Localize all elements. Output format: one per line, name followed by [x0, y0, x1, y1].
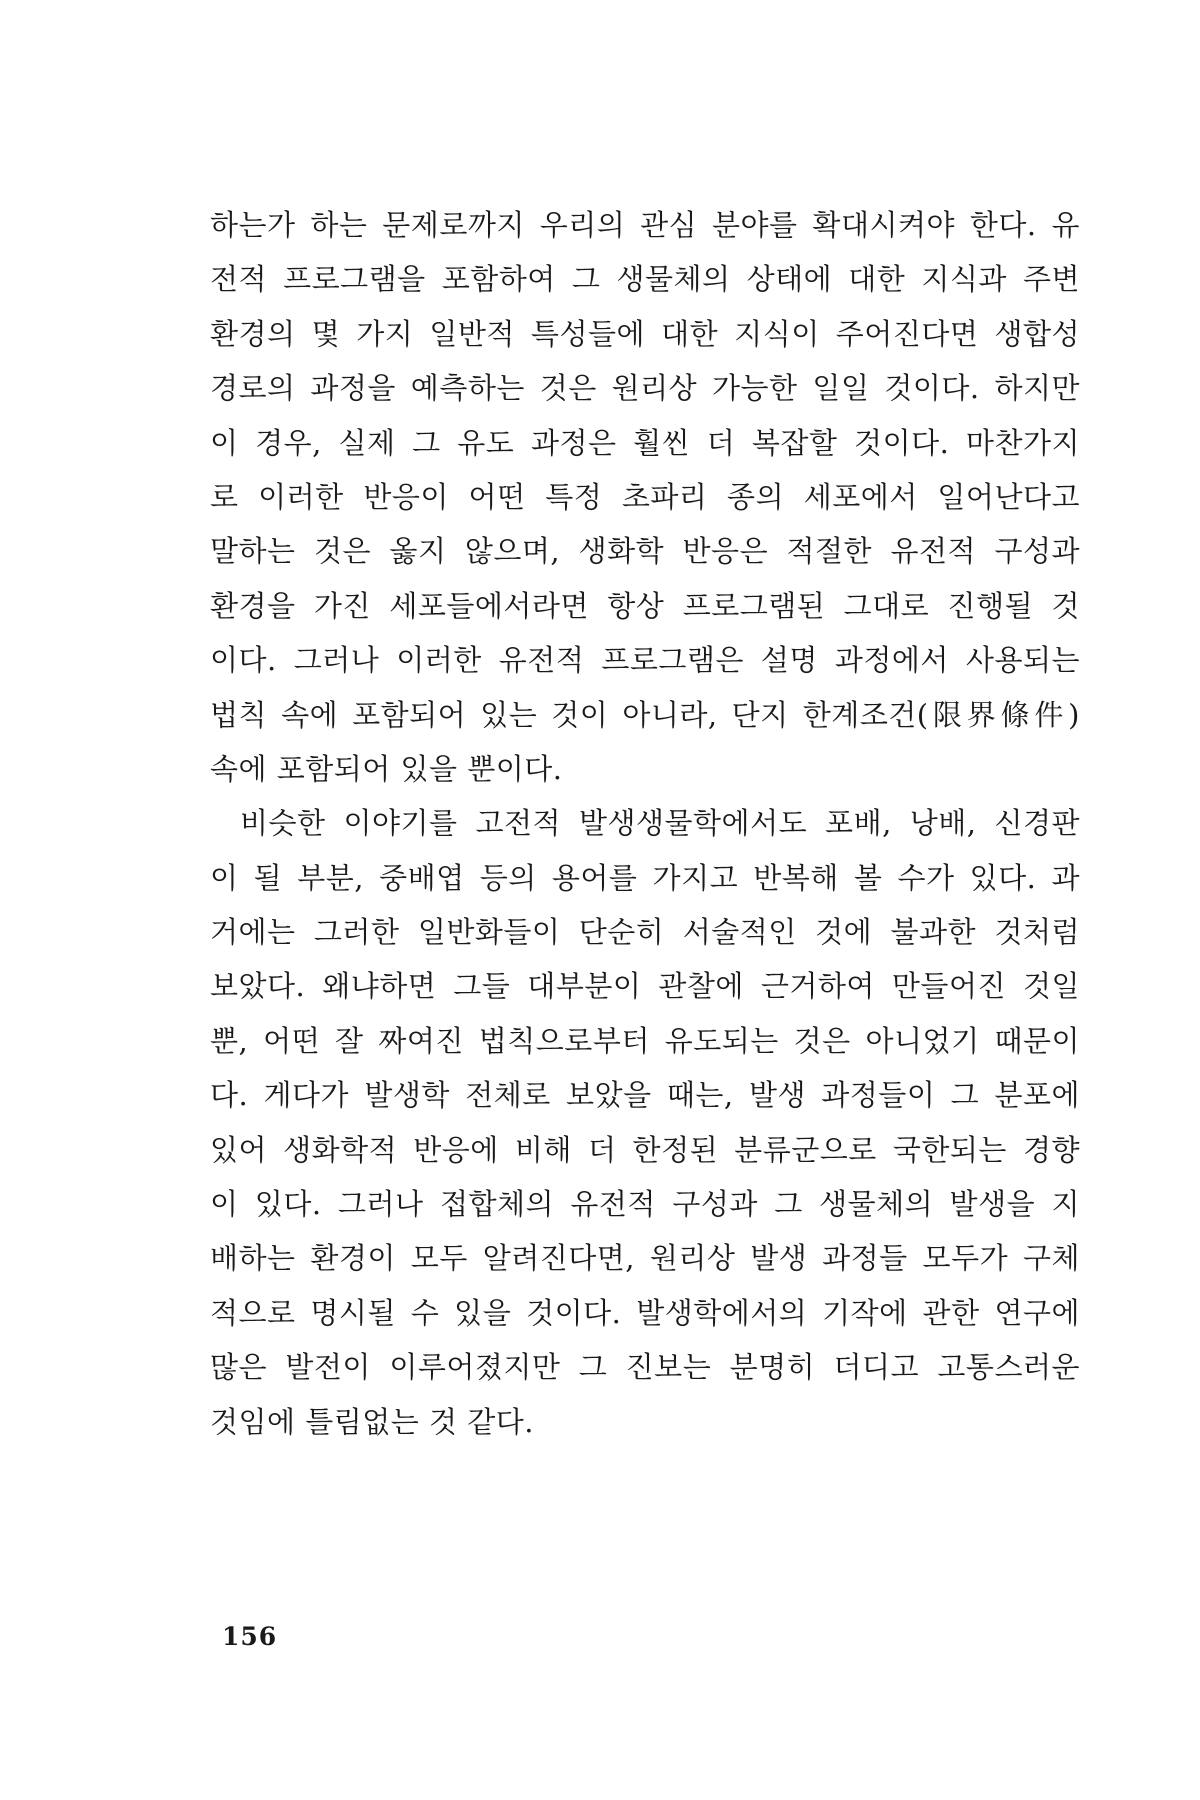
text-line: 많은 발전이 이루어졌지만 그 진보는 분명히 더디고 고통스러운: [210, 1350, 1080, 1385]
paragraph-2: [210, 796, 1080, 1449]
text-line: 법칙 속에 포함되어 있는 것이 아니라, 단지 한계조건(限界條件): [210, 697, 1080, 732]
text-line: 로 이러한 반응이 어떤 특정 초파리 종의 세포에서 일어난다고: [210, 479, 1080, 514]
text-line: 배하는 환경이 모두 알려진다면, 원리상 발생 과정들 모두가 구체: [210, 1241, 1080, 1276]
text-line: 이다. 그러나 이러한 유전적 프로그램은 설명 과정에서 사용되는: [210, 643, 1080, 678]
page-number: 156: [222, 1622, 278, 1651]
text-line: 이 경우, 실제 그 유도 과정은 훨씬 더 복잡할 것이다. 마찬가지: [210, 425, 1080, 460]
text-line: 거에는 그러한 일반화들이 단순히 서술적인 것에 불과한 것처럼: [210, 915, 1080, 950]
body-text: [210, 198, 1080, 1449]
text-line: 비슷한 이야기를 고전적 발생생물학에서도 포배, 낭배, 신경판: [240, 806, 1080, 841]
text-line: 하는가 하는 문제로까지 우리의 관심 분야를 확대시켜야 한다. 유: [210, 208, 1080, 242]
paragraph-1: [210, 198, 1080, 796]
text-line: 말하는 것은 옳지 않으며, 생화학 반응은 적절한 유전적 구성과: [210, 534, 1080, 569]
text-line: 뿐, 어떤 잘 짜여진 법칙으로부터 유도되는 것은 아니었기 때문이: [210, 1023, 1080, 1058]
text-line: 속에 포함되어 있을 뿐이다.: [210, 751, 563, 786]
text-line: 이 있다. 그러나 접합체의 유전적 구성과 그 생물체의 발생을 지: [210, 1187, 1080, 1222]
text-line: 환경을 가진 세포들에서라면 항상 프로그램된 그대로 진행될 것: [210, 588, 1080, 623]
text-line: 적으로 명시될 수 있을 것이다. 발생학에서의 기작에 관한 연구에: [210, 1295, 1080, 1330]
text-line: 다. 게다가 발생학 전체로 보았을 때는, 발생 과정들이 그 분포에: [210, 1078, 1080, 1113]
text-line: 것임에 틀림없는 것 같다.: [210, 1404, 535, 1439]
text-line: 보았다. 왜냐하면 그들 대부분이 관찰에 근거하여 만들어진 것일: [210, 969, 1080, 1004]
text-line: 환경의 몇 가지 일반적 특성들에 대한 지식이 주어진다면 생합성: [210, 316, 1080, 351]
text-line: 전적 프로그램을 포함하여 그 생물체의 상태에 대한 지식과 주변: [210, 262, 1080, 297]
text-line: 경로의 과정을 예측하는 것은 원리상 가능한 일일 것이다. 하지만: [210, 371, 1080, 406]
text-line: 있어 생화학적 반응에 비해 더 한정된 분류군으로 국한되는 경향: [210, 1132, 1080, 1167]
text-line: 이 될 부분, 중배엽 등의 용어를 가지고 반복해 볼 수가 있다. 과: [210, 860, 1080, 895]
